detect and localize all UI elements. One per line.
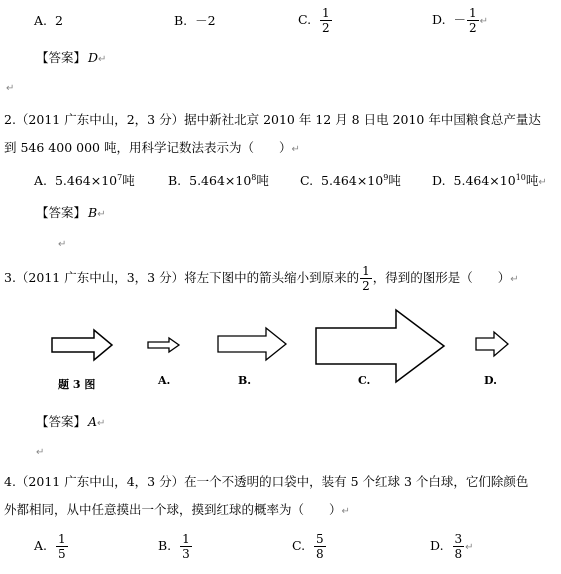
figure-label-a: A. <box>158 374 171 387</box>
q4-line2: 外都相同，从中任意摸出一个球，摸到红球的概率为（ ）↵ <box>4 502 350 517</box>
q2-option-d: D. $5.464\times 10^{10}$吨↵ <box>432 172 547 188</box>
q4-option-b: B. $\frac{1}{3}$ <box>158 532 190 561</box>
q2-answer: 【答案】 B↵ <box>36 205 106 220</box>
q1-option-a: A. 2 <box>34 13 63 28</box>
q4-option-d: D. $\frac{3}{8}$ ↵ <box>430 532 474 561</box>
q3-text: 3.（2011 广东中山，3，3 分）将左下图中的箭头缩小到原来的 $\frac{1}{2}$ ，得到的图形是（ ）↵ <box>4 264 519 293</box>
fraction: $\frac{5}{8}$ <box>316 532 324 561</box>
blank-line: ↵ <box>6 83 15 94</box>
return-mark: ↵ <box>479 16 489 27</box>
arrow-figure <box>40 308 520 398</box>
q2-option-b: B. $5.464\times 10^8$吨 <box>168 172 269 188</box>
q1-option-b: B. －2 <box>174 13 216 28</box>
q2-option-c: C. $5.464\times 10^9$吨 <box>300 172 401 188</box>
fraction: $\frac{1}{2}$ <box>322 6 330 35</box>
figure-label-b: B. <box>238 374 252 387</box>
figure-label-c: C. <box>358 374 371 387</box>
q1-answer: 【答案】 D↵ <box>36 50 107 65</box>
q1-options <box>0 8 561 42</box>
q2-option-a: A. $5.464\times 10^7$吨 <box>34 172 135 188</box>
q4-line1: 4.（2011 广东中山，4，3 分）在一个不透明的口袋中，装有 5 个红球 3 个白球，它们除颜色 <box>4 474 529 489</box>
q4-option-c: C. $\frac{5}{8}$ <box>292 532 324 561</box>
blank-line: ↵ <box>58 239 67 250</box>
q4-option-a: A. $\frac{1}{5}$ <box>34 532 66 561</box>
figure-label-d: D. <box>484 374 497 387</box>
fraction: $\frac{1}{2}$ <box>469 6 477 35</box>
q2-line2: 到 546 400 000 吨，用科学记数法表示为（ ）↵ <box>4 140 300 155</box>
fraction: $\frac{1}{3}$ <box>182 532 190 561</box>
fraction: $\frac{1}{2}$ <box>362 264 370 293</box>
figure-label-original: 题 3 图 <box>58 378 96 391</box>
fraction: $\frac{1}{5}$ <box>57 532 66 561</box>
q4-options <box>0 532 561 572</box>
q2-line1: 2.（2011 广东中山，2，3 分）据中新社北京 2010 年 12 月 8 日电 2010 年中国粮食总产量达 <box>4 112 541 127</box>
q1-option-c: C. $\frac{1}{2}$ <box>298 6 330 35</box>
arrow-figure-svg <box>40 308 520 398</box>
q3-answer: 【答案】 A↵ <box>36 414 106 429</box>
q1-option-d: D. － $\frac{1}{2}$ ↵ <box>432 6 489 35</box>
fraction: $\frac{3}{8}$ <box>454 532 463 561</box>
blank-line: ↵ <box>36 447 45 458</box>
